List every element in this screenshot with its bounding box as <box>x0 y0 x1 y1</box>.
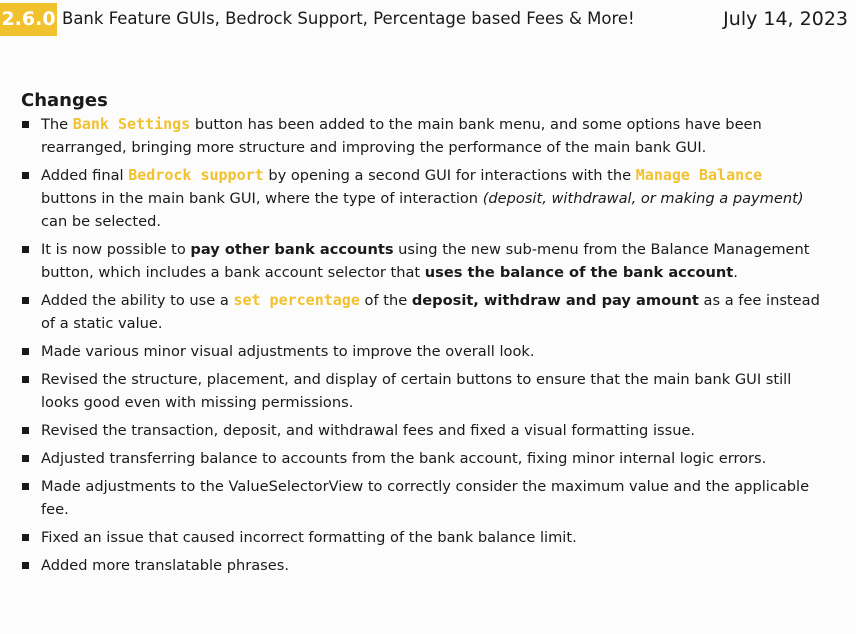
change-item-pay-accounts <box>21 238 821 284</box>
change-text: Made various minor visual adjustments to improve the overall look. <box>41 343 535 360</box>
change-item-button-structure <box>21 368 821 414</box>
change-text: It is now possible to <box>41 241 191 258</box>
highlight-code: Bedrock support <box>128 166 264 184</box>
change-text: of the <box>359 292 412 309</box>
change-text: Added final <box>41 167 129 184</box>
bullet-icon <box>22 172 29 179</box>
bullet-icon <box>22 427 29 434</box>
change-text: button has been added to the main bank menu, and some options have been rearranged, bringing more structure and improving the performance of the main bank GUI. <box>41 116 762 156</box>
bullet-icon <box>22 455 29 462</box>
bullet-icon <box>22 376 29 383</box>
change-bold-text: uses the balance of the bank account <box>424 264 734 281</box>
bullet-icon <box>22 534 29 541</box>
change-text: Revised the structure, placement, and display of certain buttons to ensure that the main bank GUI still looks good even with missing permissions. <box>41 371 792 411</box>
change-bold-text: deposit, withdraw and pay amount <box>411 292 699 309</box>
change-item-value-selector <box>21 475 821 521</box>
change-text: Adjusted transferring balance to accounts from the bank account, fixing minor internal logic errors. <box>41 450 767 467</box>
change-text: Fixed an issue that caused incorrect formatting of the bank balance limit. <box>41 529 577 546</box>
change-text: by opening a second GUI for interactions with the <box>263 167 636 184</box>
bullet-icon <box>22 246 29 253</box>
changes-list <box>21 113 821 582</box>
release-date: July 14, 2023 <box>723 8 848 30</box>
highlight-code: Manage Balance <box>635 166 763 184</box>
change-text: can be selected. <box>41 213 161 230</box>
change-text: Revised the transaction, deposit, and withdrawal fees and fixed a visual formatting issue. <box>41 422 696 439</box>
change-text: The <box>41 116 73 133</box>
bullet-icon <box>22 562 29 569</box>
highlight-code: set percentage <box>233 291 360 309</box>
change-item-bedrock-support <box>21 164 821 233</box>
change-item-percentage-fee <box>21 289 821 335</box>
change-item-balance-limit <box>21 526 821 549</box>
change-item-bank-settings <box>21 113 821 159</box>
change-text: as a fee instead of a static value. <box>41 292 820 332</box>
change-item-transfer-balance <box>21 447 821 470</box>
change-bold-text: pay other bank accounts <box>190 241 394 258</box>
bullet-icon <box>22 297 29 304</box>
change-text: buttons in the main bank GUI, where the type of interaction <box>41 190 483 207</box>
change-italic-text: (deposit, withdrawal, or making a payment) <box>482 190 804 207</box>
bullet-icon <box>22 483 29 490</box>
change-item-translations <box>21 554 821 577</box>
change-text: Added the ability to use a <box>41 292 234 309</box>
change-text: Added more translatable phrases. <box>41 557 289 574</box>
highlight-code: Bank Settings <box>72 115 191 133</box>
release-title: Bank Feature GUIs, Bedrock Support, Percentage based Fees & More! <box>62 9 635 28</box>
bullet-icon <box>22 121 29 128</box>
change-text: Made adjustments to the ValueSelectorView to correctly consider the maximum value and the applicable fee. <box>41 478 810 518</box>
release-header <box>0 0 856 38</box>
changes-heading: Changes <box>21 90 108 111</box>
change-item-visual-adjustments <box>21 340 821 363</box>
change-text: . <box>733 264 738 281</box>
change-text: using the new sub-menu from the Balance Management button, which includes a bank account selector that <box>41 241 810 281</box>
bullet-icon <box>22 348 29 355</box>
version-badge: 2.6.0 <box>0 3 57 36</box>
change-item-fees <box>21 419 821 442</box>
